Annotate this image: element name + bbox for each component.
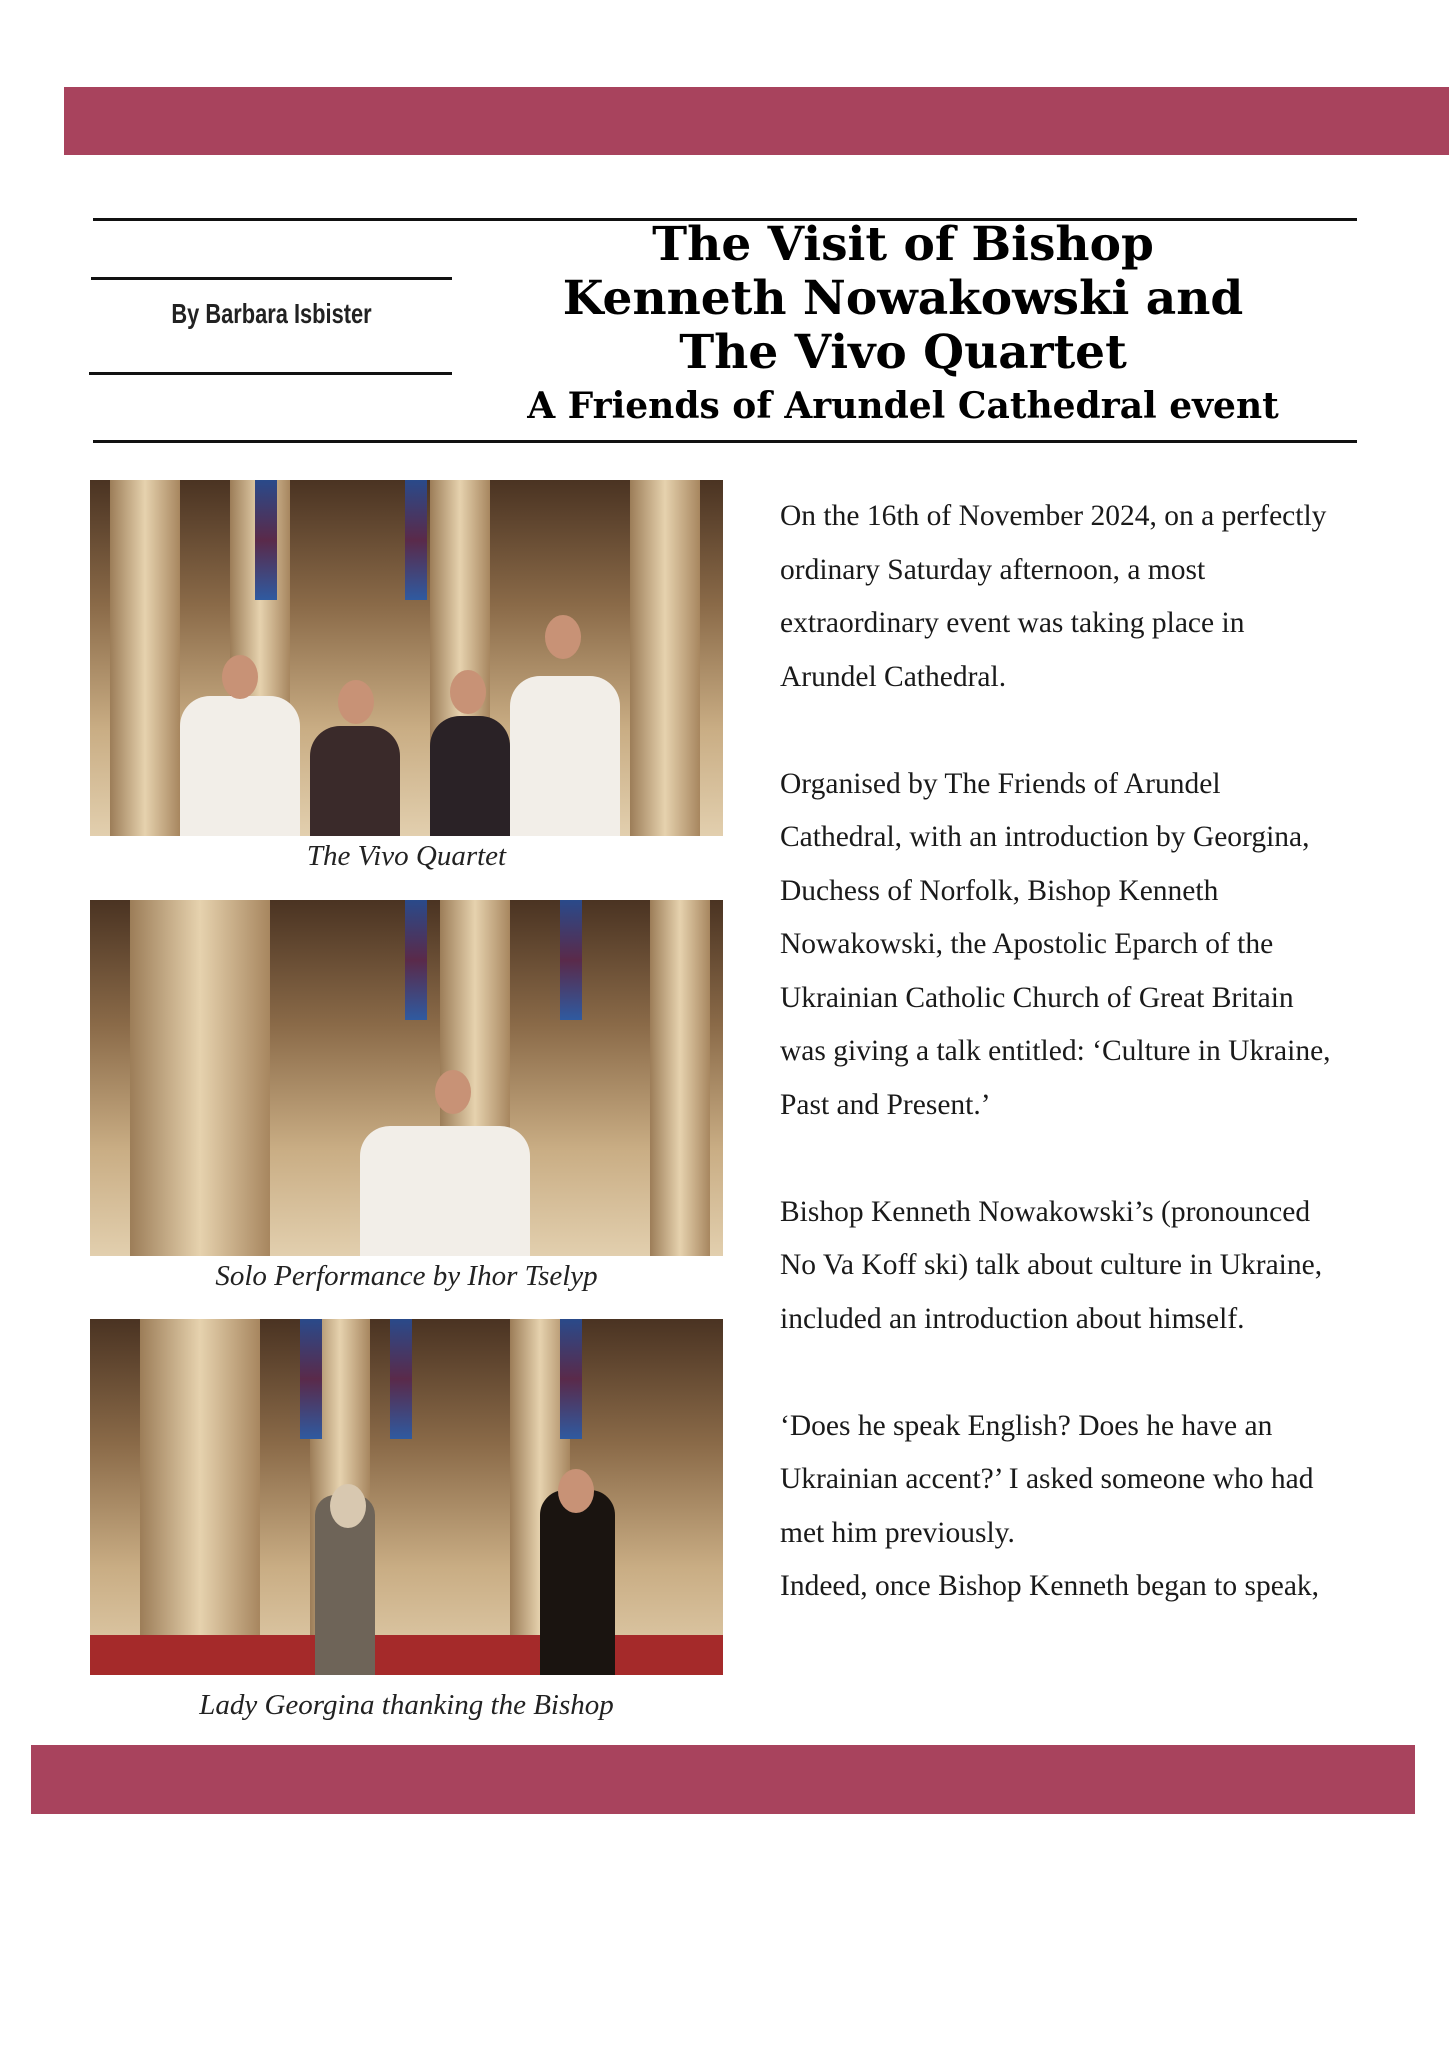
body-line: met him previously. (780, 1516, 1015, 1549)
byline-bottom-rule (89, 372, 452, 375)
body-line (780, 1346, 1331, 1400)
body-line: included an introduction about himself. (780, 1302, 1245, 1335)
footer-bar (31, 1745, 1415, 1814)
photo-solo-performance (90, 900, 723, 1256)
body-line: ordinary Saturday afternoon, a most (780, 553, 1206, 586)
body-line (780, 1132, 1331, 1186)
body-line: Nowakowski, the Apostolic Eparch of the (780, 928, 1274, 960)
title-line: The Vivo Quartet (679, 325, 1127, 380)
article-subtitle: A Friends of Arundel Cathedral event (527, 385, 1279, 427)
body-line: Organised by The Friends of Arundel (780, 767, 1221, 800)
photo-vivo-quartet (90, 480, 723, 836)
body-line: extraordinary event was taking place in (780, 607, 1245, 639)
byline: By Barbara Isbister (171, 298, 372, 329)
title-line: The Visit of Bishop (652, 217, 1154, 272)
photo-caption: Lady Georgina thanking the Bishop (199, 1689, 614, 1721)
body-line: On the 16th of November 2024, on a perfectly (780, 500, 1327, 532)
photo-caption: Solo Performance by Ihor Tselyp (215, 1260, 598, 1292)
body-line: was giving a talk entitled: ‘Culture in Ukraine, (780, 1035, 1331, 1067)
body-line: Past and Present.’ (780, 1088, 991, 1121)
body-line: Ukrainian accent?’ I asked someone who had (780, 1463, 1314, 1495)
body-line: ‘Does he speak English? Does he have an (780, 1409, 1273, 1442)
article-body (780, 490, 1331, 1614)
body-line (780, 704, 1331, 758)
title-bottom-rule (93, 440, 1357, 443)
photo-caption: The Vivo Quartet (306, 840, 507, 872)
title-line: Kenneth Nowakowski and (562, 271, 1244, 326)
body-line: Cathedral, with an introduction by Georgina, (780, 821, 1310, 853)
byline-top-rule (91, 277, 452, 280)
body-line: Bishop Kenneth Nowakowski’s (pronounced (780, 1195, 1311, 1228)
body-line: Ukrainian Catholic Church of Great Britain (780, 981, 1294, 1014)
body-line: No Va Koff ski) talk about culture in Ukraine, (780, 1249, 1323, 1281)
body-line: Indeed, once Bishop Kenneth began to speak, (780, 1570, 1320, 1602)
photo-lady-georgina (90, 1319, 723, 1675)
header-bar (64, 87, 1449, 155)
body-line: Duchess of Norfolk, Bishop Kenneth (780, 874, 1219, 907)
article-title (460, 218, 1346, 380)
body-line: Arundel Cathedral. (780, 660, 1007, 693)
